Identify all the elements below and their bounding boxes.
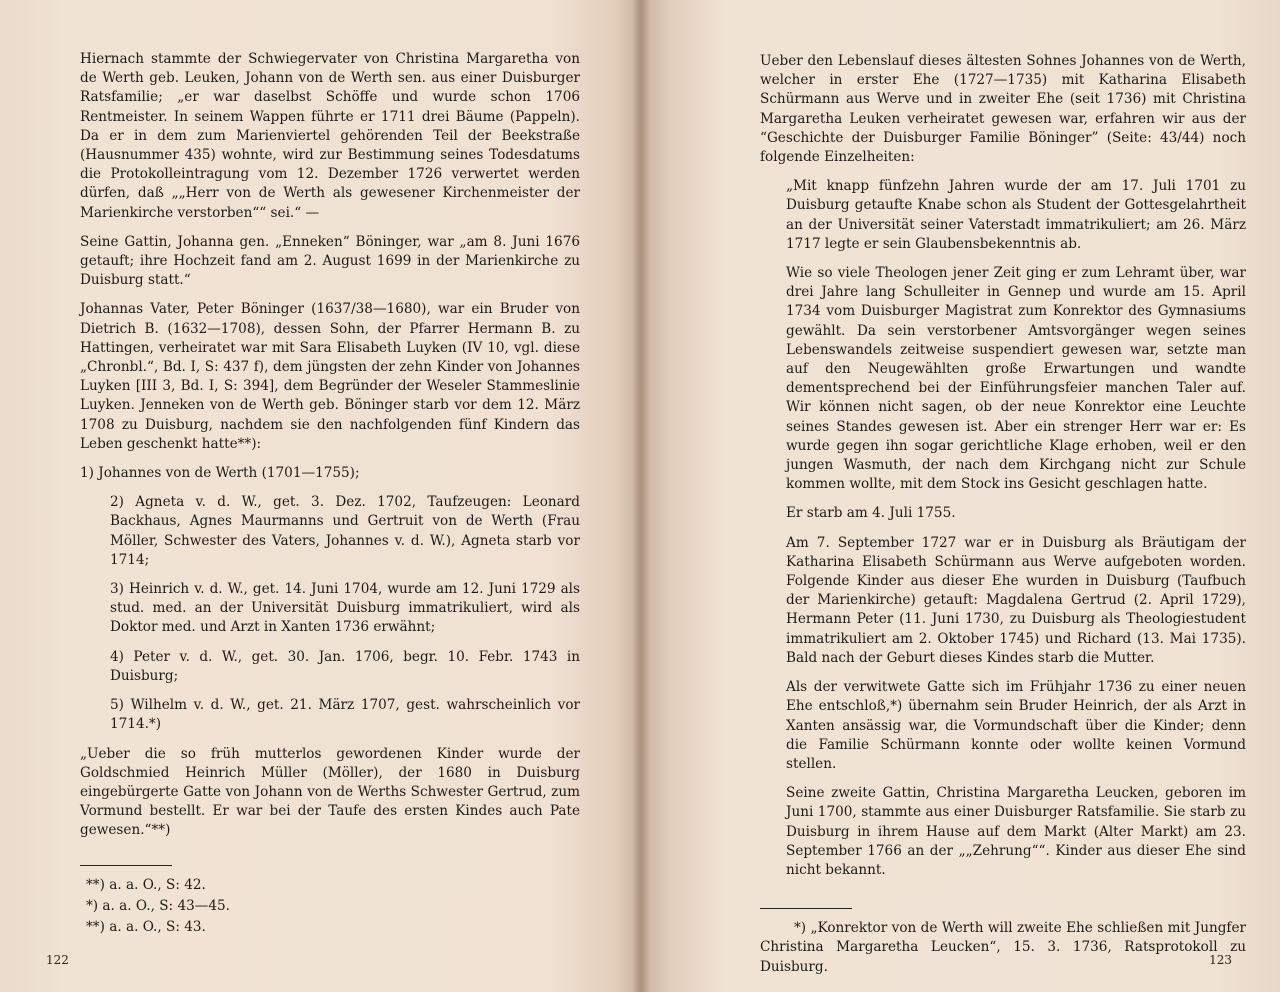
paragraph: Wie so viele Theologen jener Zeit ging er zum Lehramt über, war drei Jahre lang Schulleiter in Gennep und wurde am 15. April 1734 vom Duisburger Magistrat zum Konrektor des Gymnasiums gewählt. Da sein verstorbener Amtsvorgänger wegen seines Lebenswandels zeitweise suspendiert gewesen war, setzte man auf den Neugewählten große Erwartungen und wandte dementsprechend bei der Einführungsfeier manchen Taler auf. Wir können nicht sagen, ob der neue Konrektor eine Leuchte seines Standes gewesen ist. Aber ein strenger Herr war er: Es wurde gegen ihn sogar gerichtliche Klage erhoben, weil er den jungen Wasmuth, der nach dem Kirchgang nicht zur Schule kommen wollte, mit dem Stock ins Gesicht geschlagen hatte. <box>786 265 1246 493</box>
paragraph: Als der verwitwete Gatte sich im Frühjahr 1736 zu einer neuen Ehe entschloß,*) übernahm sein Bruder Heinrich, der als Arzt in Xanten ansässig war, die Vormundschaft über die Kinder; denn die Familie Schürmann konnte oder wollte keinen Vormund stellen. <box>786 679 1246 772</box>
footnotes <box>80 876 580 938</box>
footnote-divider <box>760 908 852 909</box>
footnote: *) „Konrektor von de Werth will zweite Ehe schließen mit Jungfer Christina Margaretha Leucken“, 15. 3. 1736, Ratsprotokoll zu Duisburg. <box>760 920 1246 975</box>
list-item: 2) Agneta v. d. W., get. 3. Dez. 1702, Taufzeugen: Leonard Backhaus, Agnes Maurmanns und Gertruit von de Werth (Frau Möller, Schwester des Vaters, Johannes v. d. W.), Agneta starb vor 1714; <box>110 494 580 568</box>
paragraph: „Mit knapp fünfzehn Jahren wurde der am 17. Juli 1701 zu Duisburg getaufte Knabe schon als Student der Gottesgelahrtheit an der Universität seiner Vaterstadt immatrikuliert; am 26. März 1717 legte er sein Glaubensbekenntnis ab. <box>786 178 1246 252</box>
page-number: 122 <box>46 952 69 967</box>
footnote: **) a. a. O., S: 43. <box>86 918 206 935</box>
list-item: 5) Wilhelm v. d. W., get. 21. März 1707, gest. wahrscheinlich vor 1714.*) <box>110 697 580 733</box>
footnote: **) a. a. O., S: 42. <box>86 876 206 893</box>
right-page <box>640 0 1280 992</box>
paragraph: Am 7. September 1727 war er in Duisburg als Bräutigam der Katharina Elisabeth Schürmann aus Werve aufgeboten worden. Folgende Kinder aus dieser Ehe wurden in Duisburg (Taufbuch der Marienkirche) getauft: Magdalena Gertrud (2. April 1729), Hermann Peter (11. Juni 1730, zu Duisburg als Theologiestudent immatrikuliert am 2. Oktober 1745) und Richard (13. Mai 1735). Bald nach der Geburt dieses Kindes starb die Mutter. <box>786 534 1246 666</box>
page-number: 123 <box>1209 952 1232 967</box>
footnote-divider <box>80 865 172 866</box>
footnote: *) a. a. O., S: 43—45. <box>86 897 230 914</box>
closing-paragraph: „Ueber die so früh mutterlos gewordenen Kinder wurde der Goldschmied Heinrich Müller (Möller), der 1680 in Duisburg eingebürgerte Gatte von Johann von de Werths Schwester Gertrud, zum Vormund bestellt. Er war bei der Taufe des ersten Kindes auch Pate gewesen.“**) <box>80 745 580 839</box>
paragraph: Hiernach stammte der Schwiegervater von Christina Margaretha von de Werth geb. Leuken, Johann von de Werth sen. aus einer Duisburger Ratsfamilie; „er war daselbst Schöffe und wurde schon 1706 Rentmeister. In seinem Wappen führte er 1711 drei Bäume (Pappeln). Da er in dem zum Marienviertel gehörenden Teil der Beekstraße (Hausnummer 435) wohnte, wird zur Bestimmung seines Todesdatums die Protokolleintragung vom 12. Dezember 1726 verwertet werden dürfen, daß „„Herr von de Werth als gewesener Kirchenmeister der Marienkirche verstorben““ sei.“ — <box>80 51 580 221</box>
list-item: 4) Peter v. d. W., get. 30. Jan. 1706, begr. 10. Febr. 1743 in Duisburg; <box>110 648 580 684</box>
list-item: 1) Johannes von de Werth (1701—1755); <box>80 465 360 482</box>
footnotes <box>760 919 1246 977</box>
paragraph: Seine Gattin, Johanna gen. „Enneken“ Böninger, war „am 8. Juni 1676 getauft; ihre Hochzeit fand am 2. August 1699 in der Marienkirche zu Duisburg statt.“ <box>80 233 580 289</box>
list-item: 3) Heinrich v. d. W., get. 14. Juni 1704, wurde am 12. Juni 1729 als stud. med. an der Universität Duisburg immatrikuliert, wird als Doktor med. und Arzt in Xanten 1736 erwähnt; <box>110 581 580 636</box>
paragraph: Ueber den Lebenslauf dieses ältesten Sohnes Johannes von de Werth, welcher in erster Ehe (1727—1735) mit Katharina Elisabeth Schürmann aus Werve und in zweiter Ehe (seit 1736) mit Christina Margaretha Leuken verheiratet gewesen war, erfahren wir aus der “Geschichte der Duisburger Familie Böninger” (Seite: 43/44) noch folgende Einzelheiten: <box>760 53 1246 166</box>
paragraph: Seine zweite Gattin, Christina Margaretha Leucken, geboren im Juni 1700, stammte aus einer Duisburger Ratsfamilie. Sie starb zu Duisburg in ihrem Hause auf dem Markt (Alter Markt) am 23. September 1766 an der „„Zehrung““. Kinder aus dieser Ehe sind nicht bekannt. <box>786 785 1246 878</box>
paragraph: Johannas Vater, Peter Böninger (1637/38—1680), war ein Bruder von Dietrich B. (1632—1708), dessen Sohn, der Pfarrer Hermann B. zu Hattingen, verheiratet war mit Sara Elisabeth Luyken (IV 10, vgl. diese „Chronbl.“, Bd. I, S: 437 f), dem jüngsten der zehn Kinder von Johannes Luyken [III 3, Bd. I, S: 394], dem Begründer der Weseler Stammeslinie Luyken. Jenneken von de Werth geb. Böninger starb vor dem 12. März 1708 zu Duisburg, nachdem sie den nachfolgenden fünf Kindern das Leben geschenkt hatte**): <box>80 301 580 452</box>
paragraph: Er starb am 4. Juli 1755. <box>786 505 956 522</box>
